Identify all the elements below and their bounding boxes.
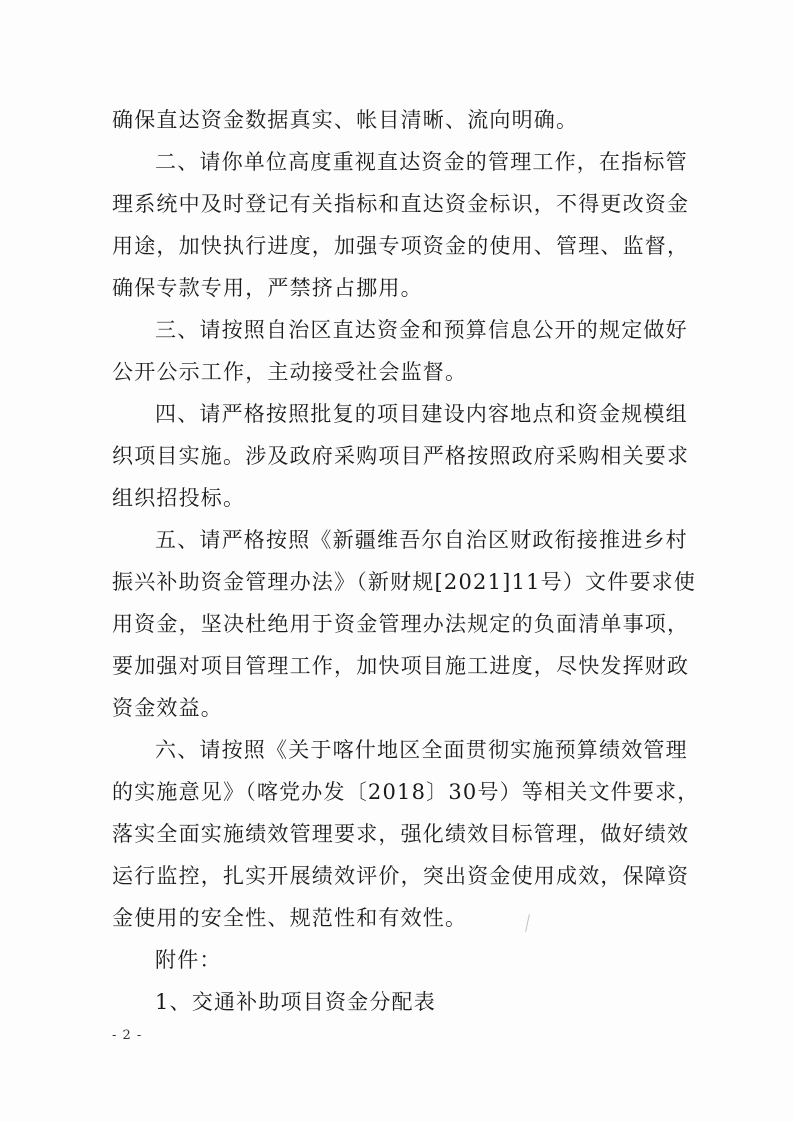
body-text-line: 用途，加快执行进度，加强专项资金的使用、管理、监督， [112, 234, 690, 258]
page-number: - 2 - [112, 1028, 143, 1043]
scan-artifact-mark [525, 914, 530, 932]
attachment-label: 附件： [155, 948, 222, 972]
body-text-line: 公开公示工作，主动接受社会监督。 [112, 360, 468, 384]
paragraph-6-heading-line: 六、请按照《关于喀什地区全面贯彻实施预算绩效管理 [155, 738, 688, 762]
paragraph-3-heading-line: 三、请按照自治区直达资金和预算信息公开的规定做好 [155, 318, 688, 342]
body-text-line: 要加强对项目管理工作，加快项目施工进度，尽快发挥财政 [112, 654, 690, 678]
body-text-line: 金使用的安全性、规范性和有效性。 [112, 906, 468, 930]
body-text-line: 确保直达资金数据真实、帐目清晰、流向明确。 [112, 108, 579, 132]
body-text-line: 织项目实施。涉及政府采购项目严格按照政府采购相关要求 [112, 444, 690, 468]
body-text-line: 的实施意见》（喀党办发〔2018〕30号）等相关文件要求， [112, 780, 700, 804]
body-text-line: 组织招投标。 [112, 486, 246, 510]
body-text-line: 落实全面实施绩效管理要求，强化绩效目标管理，做好绩效 [112, 822, 690, 846]
paragraph-5-heading-line: 五、请严格按照《新疆维吾尔自治区财政衔接推进乡村 [155, 528, 688, 552]
body-text-line: 确保专款专用，严禁挤占挪用。 [112, 276, 423, 300]
attachment-item: 1、交通补助项目资金分配表 [155, 990, 436, 1014]
body-text-line: 用资金，坚决杜绝用于资金管理办法规定的负面清单事项， [112, 612, 690, 636]
paragraph-4-heading-line: 四、请严格按照批复的项目建设内容地点和资金规模组 [155, 402, 688, 426]
body-text-line: 振兴补助资金管理办法》（新财规[2021]11号）文件要求使 [112, 570, 697, 594]
paragraph-2-heading-line: 二、请你单位高度重视直达资金的管理工作，在指标管 [155, 150, 688, 174]
body-text-line: 资金效益。 [112, 696, 223, 720]
body-text-line: 运行监控，扎实开展绩效评价，突出资金使用成效，保障资 [112, 864, 690, 888]
body-text-line: 理系统中及时登记有关指标和直达资金标识，不得更改资金 [112, 192, 690, 216]
